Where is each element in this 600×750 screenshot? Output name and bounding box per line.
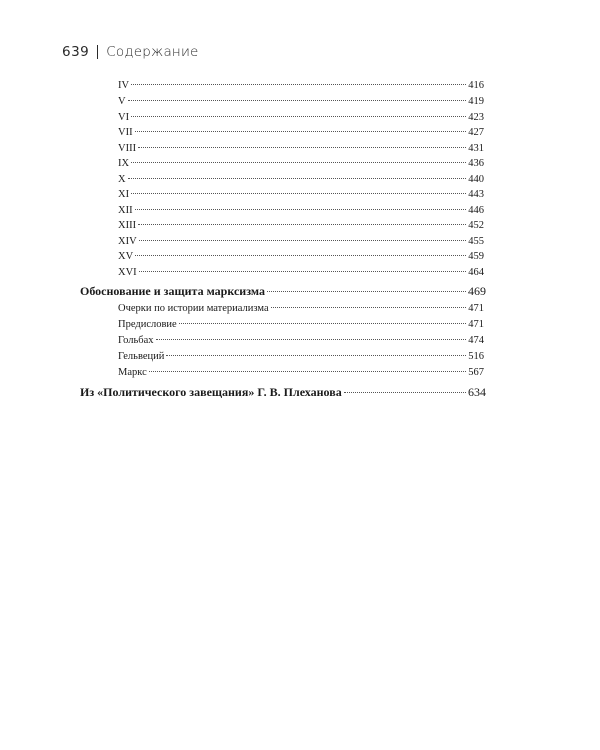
toc-entry[interactable] bbox=[118, 251, 484, 265]
toc-section-heading[interactable] bbox=[80, 284, 486, 300]
toc-entry-label: Предисловие bbox=[118, 319, 177, 330]
toc-entry-page: 452 bbox=[468, 220, 484, 231]
toc-entry-page: 471 bbox=[468, 319, 484, 330]
toc-entry[interactable] bbox=[118, 112, 484, 126]
toc-entry-page: 471 bbox=[468, 303, 484, 314]
toc-section-label: Обоснование и защита марксизма bbox=[80, 284, 265, 298]
toc-entry[interactable] bbox=[118, 335, 484, 349]
toc-entry-label: IV bbox=[118, 80, 130, 91]
toc-entry[interactable] bbox=[118, 319, 484, 333]
toc-entry-label: XIV bbox=[118, 236, 137, 247]
toc-entry-label: XIII bbox=[118, 220, 137, 231]
toc-entry-label: V bbox=[118, 96, 126, 107]
leader-dots bbox=[131, 116, 466, 117]
leader-dots bbox=[128, 100, 467, 101]
toc-entry-label: XVI bbox=[118, 267, 137, 278]
toc-entry[interactable] bbox=[118, 220, 484, 234]
running-header bbox=[62, 44, 199, 60]
leader-dots bbox=[267, 291, 466, 292]
toc-entry[interactable] bbox=[118, 236, 484, 250]
toc-entry-label: Гольбах bbox=[118, 335, 154, 346]
toc-entry[interactable] bbox=[118, 96, 484, 110]
toc-entry[interactable] bbox=[118, 189, 484, 203]
toc-entry-page: 416 bbox=[468, 80, 484, 91]
leader-dots bbox=[138, 224, 466, 225]
leader-dots bbox=[156, 339, 467, 340]
leader-dots bbox=[135, 209, 467, 210]
toc-entry-page: 567 bbox=[468, 367, 484, 378]
leader-dots bbox=[135, 255, 466, 256]
toc-entry[interactable] bbox=[118, 80, 484, 94]
leader-dots bbox=[131, 193, 466, 194]
toc-entry[interactable] bbox=[118, 158, 484, 172]
toc-entry[interactable] bbox=[118, 267, 484, 281]
toc-entry-label: XV bbox=[118, 251, 134, 262]
leader-dots bbox=[166, 355, 466, 356]
leader-dots bbox=[138, 147, 466, 148]
toc-entry-label: XII bbox=[118, 205, 133, 216]
toc-entry-page: 440 bbox=[468, 174, 484, 185]
leader-dots bbox=[179, 323, 467, 324]
toc-entry-label: XI bbox=[118, 189, 130, 200]
running-title: Содержание bbox=[106, 44, 199, 60]
toc-entry[interactable] bbox=[118, 143, 484, 157]
toc-entry[interactable] bbox=[118, 351, 484, 365]
toc-entry-page: 436 bbox=[468, 158, 484, 169]
toc-entry-page: 464 bbox=[468, 267, 484, 278]
toc-entry-label: Маркс bbox=[118, 367, 147, 378]
toc-entry-label: VIII bbox=[118, 143, 137, 154]
toc-entry[interactable] bbox=[118, 367, 484, 381]
header-separator bbox=[97, 45, 98, 59]
toc-section-heading[interactable] bbox=[80, 385, 486, 401]
toc-entry-page: 427 bbox=[468, 127, 484, 138]
leader-dots bbox=[271, 307, 467, 308]
toc-entry-page: 443 bbox=[468, 189, 484, 200]
toc-entry-page: 431 bbox=[468, 143, 484, 154]
toc-entry[interactable] bbox=[118, 303, 484, 317]
toc-entry-page: 419 bbox=[468, 96, 484, 107]
toc-entry[interactable] bbox=[118, 174, 484, 188]
toc-entry-label: Очерки по истории материализма bbox=[118, 303, 269, 314]
toc-entry-page: 423 bbox=[468, 112, 484, 123]
toc-entry-page: 474 bbox=[468, 335, 484, 346]
toc-entry[interactable] bbox=[118, 127, 484, 141]
toc-entry-label: IX bbox=[118, 158, 130, 169]
toc-entry-label: VII bbox=[118, 127, 133, 138]
toc-entry-page: 516 bbox=[468, 351, 484, 362]
leader-dots bbox=[131, 84, 466, 85]
toc-entry-label: X bbox=[118, 174, 126, 185]
leader-dots bbox=[344, 392, 466, 393]
toc-entry-page: 446 bbox=[468, 205, 484, 216]
toc-entry-page: 459 bbox=[468, 251, 484, 262]
toc-section-page: 469 bbox=[468, 284, 486, 298]
leader-dots bbox=[131, 162, 466, 163]
leader-dots bbox=[139, 271, 467, 272]
toc-section-label: Из «Политического завещания» Г. В. Плеханова bbox=[80, 385, 342, 399]
toc-entry-label: Гельвеций bbox=[118, 351, 165, 362]
leader-dots bbox=[128, 178, 467, 179]
leader-dots bbox=[149, 371, 467, 372]
page-number: 639 bbox=[62, 44, 90, 60]
toc-entry-page: 455 bbox=[468, 236, 484, 247]
leader-dots bbox=[139, 240, 467, 241]
toc-entry-label: VI bbox=[118, 112, 130, 123]
leader-dots bbox=[135, 131, 467, 132]
toc-section-page: 634 bbox=[468, 385, 486, 399]
toc-entry[interactable] bbox=[118, 205, 484, 219]
